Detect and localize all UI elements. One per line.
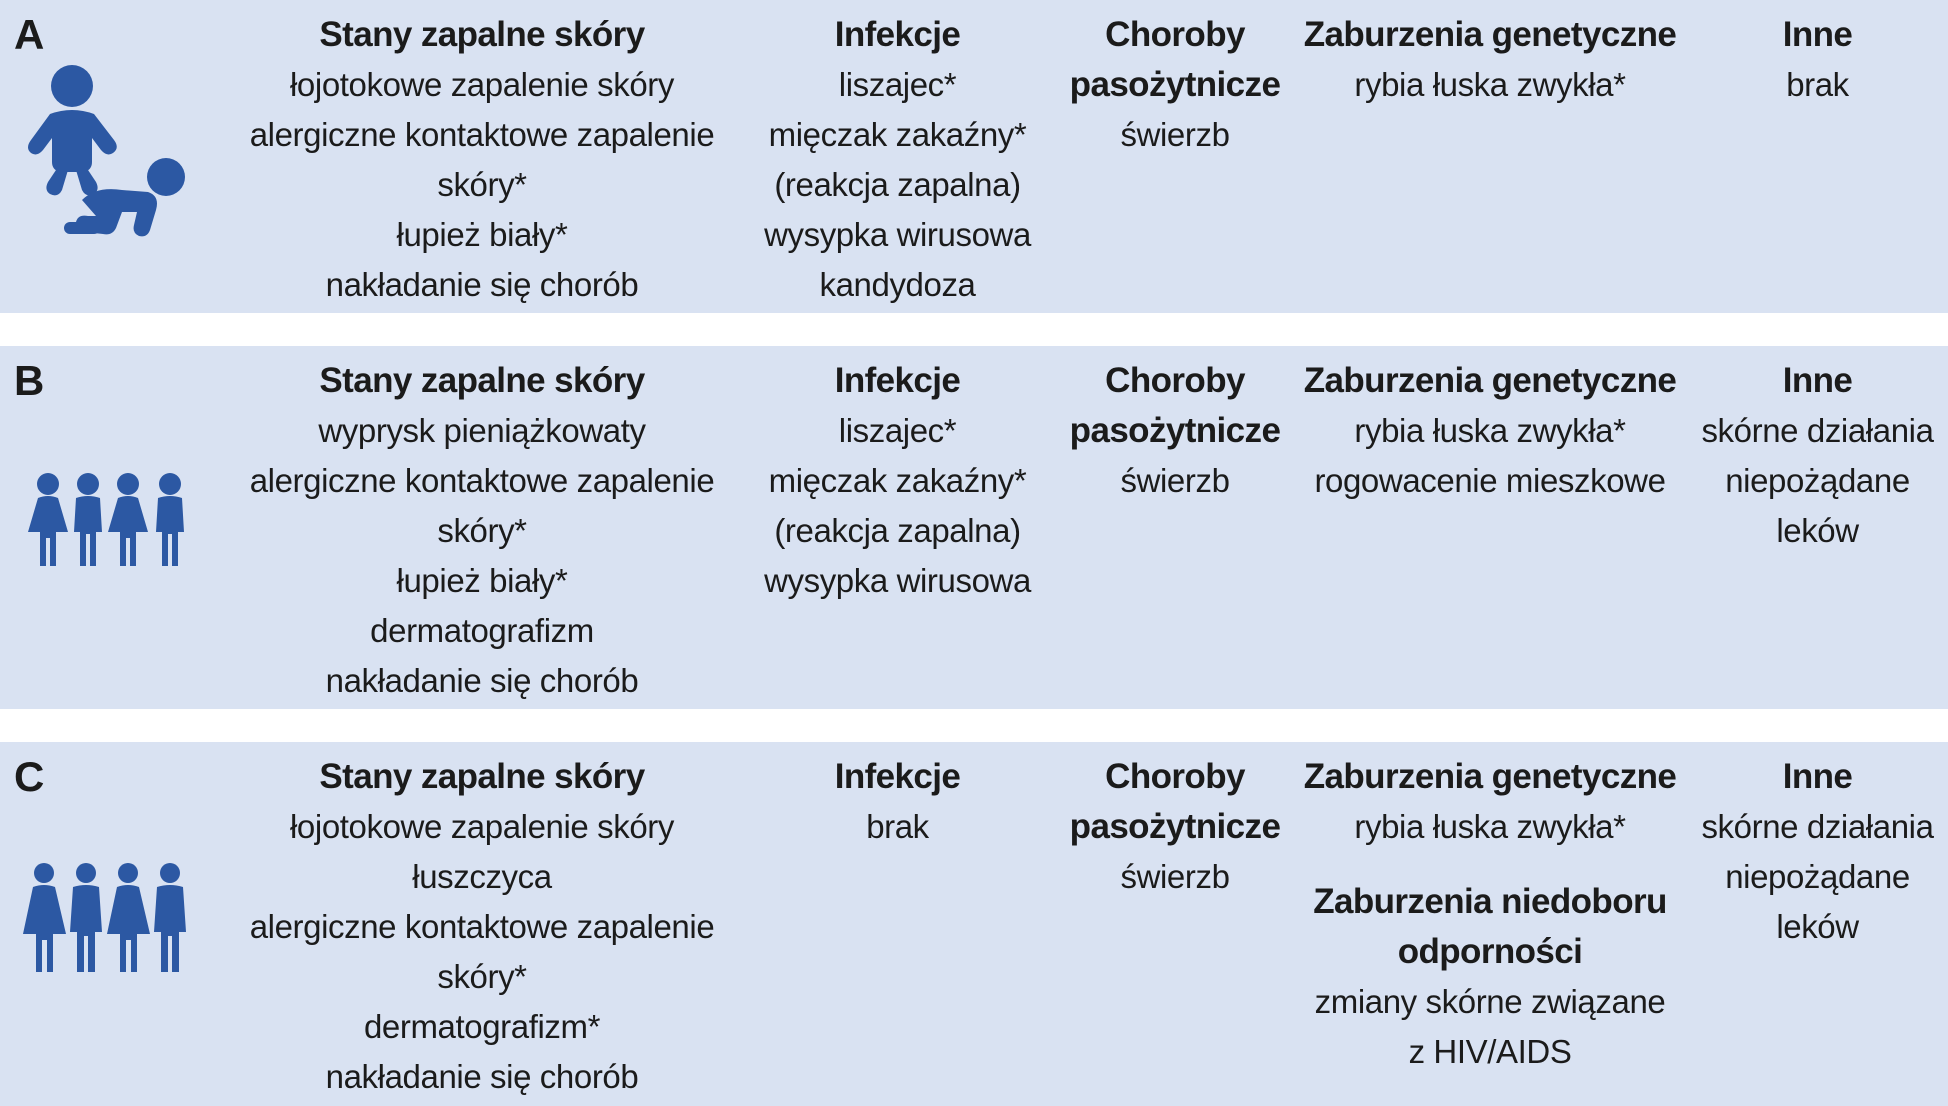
- panel-a: [0, 0, 1948, 313]
- parasitic-column: [1060, 10, 1290, 160]
- parasitic-heading: pasożytnicze: [1069, 807, 1281, 846]
- infant-toddler-icon: [26, 62, 191, 237]
- adults-group-icon: [22, 862, 192, 974]
- list-item: rybia łuska zwykła*: [1354, 66, 1626, 103]
- genetic-heading: Zaburzenia genetyczne: [1303, 361, 1677, 400]
- list-item: wyprysk pieniążkowaty: [318, 412, 646, 449]
- list-item: skóry*: [437, 512, 527, 549]
- parasitic-heading: Choroby: [1105, 757, 1245, 796]
- other-heading: Inne: [1782, 361, 1853, 400]
- spacer: [1295, 852, 1685, 877]
- list-item: łuszczyca: [412, 858, 552, 895]
- list-item: leków: [1776, 908, 1859, 945]
- genetic-column: [1295, 10, 1685, 110]
- list-item: z HIV/AIDS: [1408, 1033, 1572, 1070]
- parasitic-column: [1060, 752, 1290, 902]
- genetic-column: [1295, 356, 1685, 506]
- list-item: brak: [866, 808, 929, 845]
- list-item: liszajec*: [838, 66, 957, 103]
- list-item: łojotokowe zapalenie skóry: [290, 808, 674, 845]
- infections-column: [750, 752, 1045, 852]
- list-item: świerzb: [1120, 858, 1230, 895]
- list-item: niepożądane: [1725, 858, 1910, 895]
- list-item: skóry*: [437, 958, 527, 995]
- parasitic-heading: pasożytnicze: [1069, 65, 1281, 104]
- list-item: alergiczne kontaktowe zapalenie: [249, 462, 715, 499]
- panel-b: [0, 346, 1948, 709]
- list-item: świerzb: [1120, 462, 1230, 499]
- inflammatory-column: [222, 752, 742, 1102]
- other-heading: Inne: [1782, 15, 1853, 54]
- immunodeficiency-heading: odporności: [1397, 932, 1583, 971]
- list-item: rybia łuska zwykła*: [1354, 412, 1626, 449]
- parasitic-heading: Choroby: [1105, 15, 1245, 54]
- list-item: łupież biały*: [396, 562, 568, 599]
- list-item: alergiczne kontaktowe zapalenie: [249, 116, 715, 153]
- list-item: skóry*: [437, 166, 527, 203]
- other-column: [1690, 10, 1945, 110]
- list-item: (reakcja zapalna): [774, 512, 1021, 549]
- list-item: dermatografizm*: [363, 1008, 601, 1045]
- panel-letter: A: [14, 11, 44, 58]
- list-item: dermatografizm: [370, 612, 594, 649]
- list-item: brak: [1786, 66, 1849, 103]
- infections-heading: Infekcje: [834, 361, 961, 400]
- list-item: rogowacenie mieszkowe: [1314, 462, 1666, 499]
- panel-letter: B: [14, 357, 44, 404]
- list-item: niepożądane: [1725, 462, 1910, 499]
- genetic-heading: Zaburzenia genetyczne: [1303, 757, 1677, 796]
- list-item: łupież biały*: [396, 216, 568, 253]
- list-item: alergiczne kontaktowe zapalenie: [249, 908, 715, 945]
- genetic-heading: Zaburzenia genetyczne: [1303, 15, 1677, 54]
- other-heading: Inne: [1782, 757, 1853, 796]
- list-item: skórne działania: [1701, 808, 1934, 845]
- panel-letter: C: [14, 753, 44, 800]
- infections-heading: Infekcje: [834, 15, 961, 54]
- list-item: kandydoza: [819, 266, 976, 303]
- list-item: nakładanie się chorób: [325, 1058, 639, 1095]
- list-item: liszajec*: [838, 412, 957, 449]
- parasitic-heading: pasożytnicze: [1069, 411, 1281, 450]
- list-item: nakładanie się chorób: [325, 266, 639, 303]
- inflammatory-column: [222, 10, 742, 310]
- genetic-column: [1295, 752, 1685, 1077]
- list-item: wysypka wirusowa: [764, 216, 1031, 253]
- list-item: nakładanie się chorób: [325, 662, 639, 699]
- infections-column: [750, 10, 1045, 310]
- list-item: mięczak zakaźny*: [768, 462, 1027, 499]
- infections-heading: Infekcje: [834, 757, 961, 796]
- list-item: wysypka wirusowa: [764, 562, 1031, 599]
- inflammatory-heading: Stany zapalne skóry: [319, 15, 645, 54]
- list-item: mięczak zakaźny*: [768, 116, 1027, 153]
- list-item: leków: [1776, 512, 1859, 549]
- list-item: świerzb: [1120, 116, 1230, 153]
- list-item: łojotokowe zapalenie skóry: [290, 66, 674, 103]
- other-column: [1690, 356, 1945, 556]
- list-item: skórne działania: [1701, 412, 1934, 449]
- infections-column: [750, 356, 1045, 606]
- inflammatory-column: [222, 356, 742, 706]
- list-item: zmiany skórne związane: [1314, 983, 1666, 1020]
- children-group-icon: [26, 472, 196, 568]
- list-item: (reakcja zapalna): [774, 166, 1021, 203]
- inflammatory-heading: Stany zapalne skóry: [319, 361, 645, 400]
- list-item: rybia łuska zwykła*: [1354, 808, 1626, 845]
- immunodeficiency-heading: Zaburzenia niedoboru: [1313, 882, 1667, 921]
- parasitic-heading: Choroby: [1105, 361, 1245, 400]
- parasitic-column: [1060, 356, 1290, 506]
- panel-c: [0, 742, 1948, 1106]
- other-column: [1690, 752, 1945, 952]
- inflammatory-heading: Stany zapalne skóry: [319, 757, 645, 796]
